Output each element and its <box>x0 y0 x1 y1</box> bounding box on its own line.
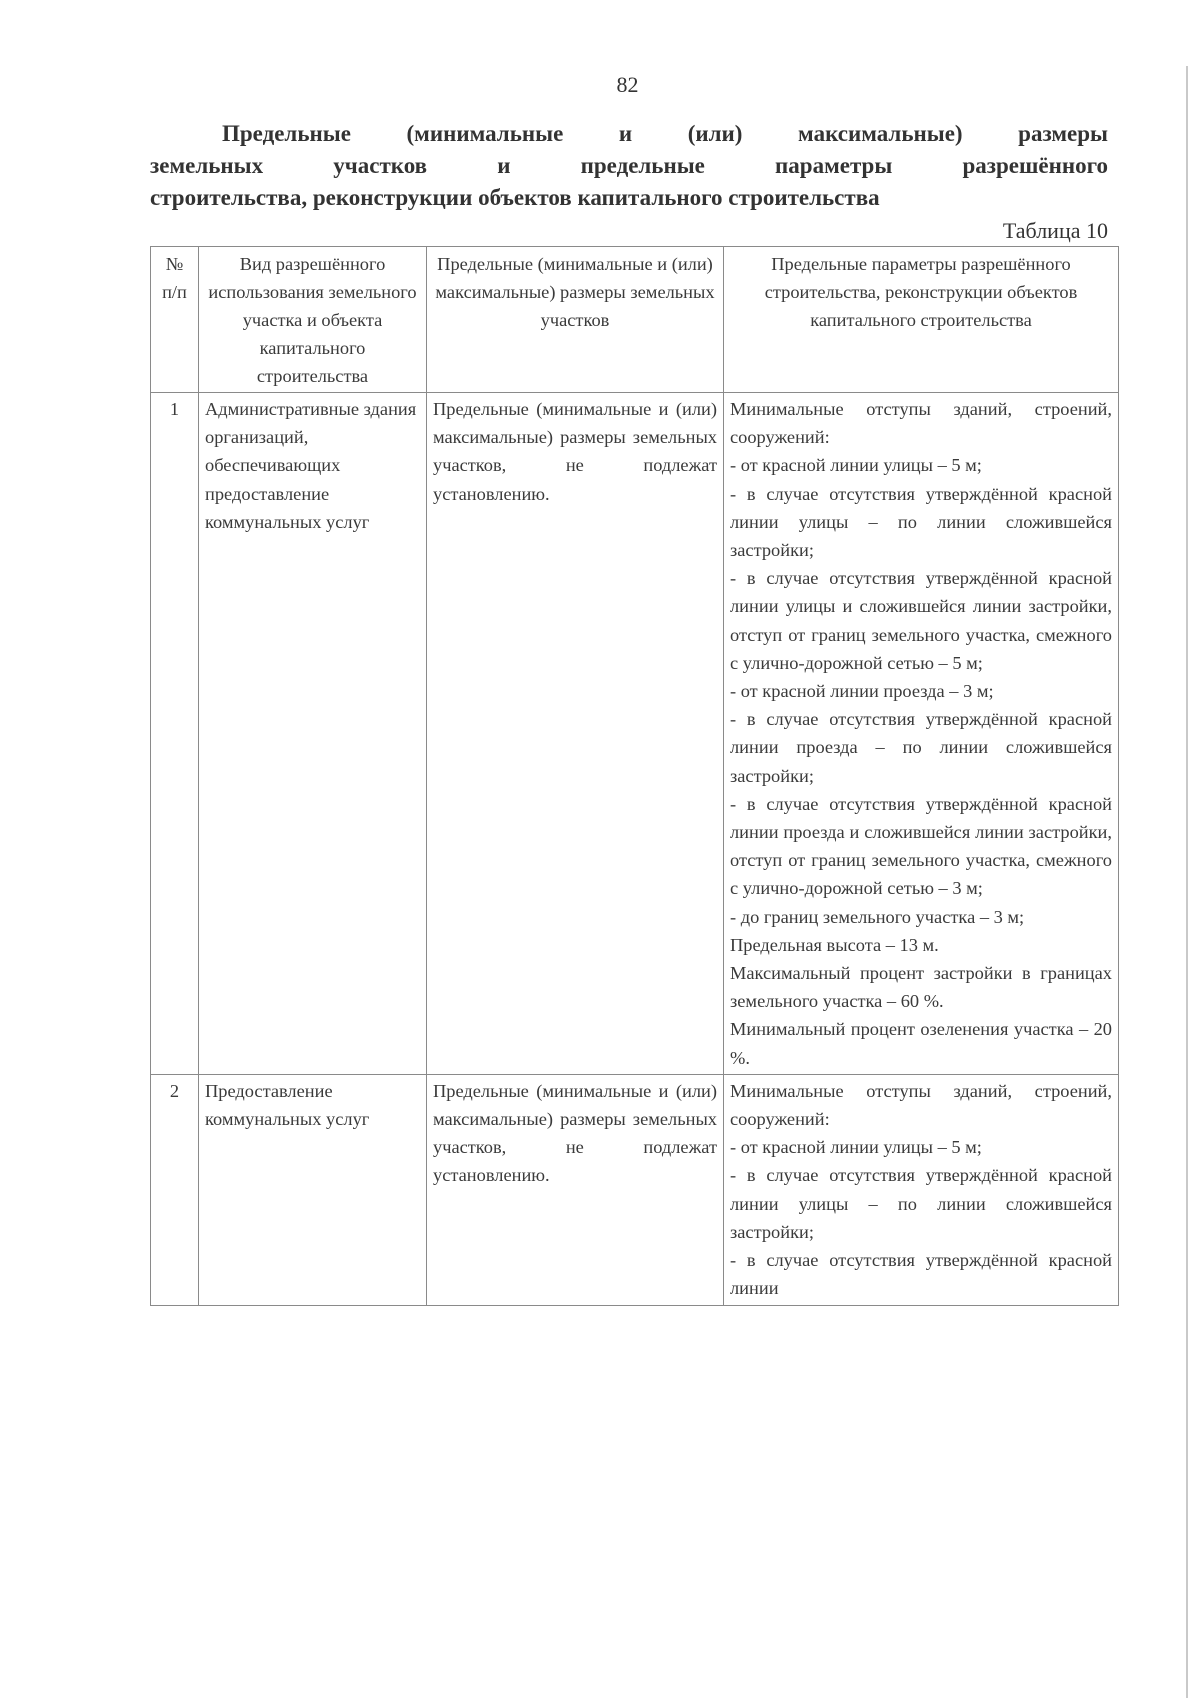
params-cell <box>724 393 1119 1075</box>
param-line: - от красной линии улицы – 5 м; <box>730 455 982 476</box>
param-line: - в случае отсутствия утверждённой красной линии улицы – по линии сложившейся застройки; <box>730 1165 1112 1242</box>
param-line: Минимальные отступы зданий, строений, сооружений: <box>730 1080 1112 1130</box>
param-line: - в случае отсутствия утверждённой красной линии улицы – по линии сложившейся застройки; <box>730 483 1112 561</box>
table-header-row <box>151 247 1119 393</box>
header-params: Предельные параметры разрешённого строительства, реконструкции объектов капитального строительства <box>724 247 1119 393</box>
header-num: № п/п <box>151 247 199 393</box>
row-number: 1 <box>151 393 199 1075</box>
param-line: - до границ земельного участка – 3 м; <box>730 906 1025 927</box>
plot-sizes-cell: Предельные (минимальные и (или) максимальные) размеры земельных участков, не подлежат установлению. <box>427 1074 724 1305</box>
param-line: Максимальный процент застройки в границах земельного участка – 60 %. <box>730 963 1112 1012</box>
param-line: - в случае отсутствия утверждённой красной линии улицы и сложившейся линии застройки, отступ от границ земельного участка, смежного с улично-дорожной сетью – 5 м; <box>730 568 1112 673</box>
title-line-2: земельных участков и предельные параметры разрешённого <box>150 153 1108 178</box>
param-line: Минимальные отступы зданий, строений, сооружений: <box>730 399 1112 448</box>
table-row <box>151 393 1119 1075</box>
title-line-3: строительства, реконструкции объектов капитального строительства <box>150 185 880 210</box>
row-number: 2 <box>151 1074 199 1305</box>
header-use-type: Вид разрешённого использования земельного участка и объекта капитального строительства <box>199 247 427 393</box>
param-line: - в случае отсутствия утверждённой красной линии проезда и сложившейся линии застройки, отступ от границ земельного участка, смежного с улично-дорожной сетью – 3 м; <box>730 793 1112 899</box>
document-title <box>150 118 1108 214</box>
use-type-cell: Административные здания организаций, обеспечивающих предоставление коммунальных услуг <box>199 393 427 1075</box>
title-line-1: Предельные (минимальные и (или) максимальные) размеры <box>222 121 1108 146</box>
table-row <box>151 1074 1119 1305</box>
param-line: - в случае отсутствия утверждённой красной линии <box>730 1250 1112 1299</box>
param-line: - в случае отсутствия утверждённой красной линии проезда – по линии сложившейся застройки; <box>730 709 1112 786</box>
header-plot-sizes: Предельные (минимальные и (или) максимальные) размеры земельных участков <box>427 247 724 393</box>
plot-sizes-cell: Предельные (минимальные и (или) максимальные) размеры земельных участков, не подлежат установлению. <box>427 393 724 1075</box>
param-line: - от красной линии проезда – 3 м; <box>730 681 994 702</box>
params-cell <box>724 1074 1119 1305</box>
scan-edge-line <box>1186 66 1188 1698</box>
param-line: - от красной линии улицы – 5 м; <box>730 1137 982 1158</box>
regulations-table <box>150 246 1119 1306</box>
param-line: Предельная высота – 13 м. <box>730 934 939 955</box>
param-line: Минимальный процент озеленения участка – 20 %. <box>730 1019 1112 1068</box>
use-type-cell: Предоставление коммунальных услуг <box>199 1074 427 1305</box>
table-caption: Таблица 10 <box>1002 218 1108 243</box>
page-number: 82 <box>616 72 639 97</box>
